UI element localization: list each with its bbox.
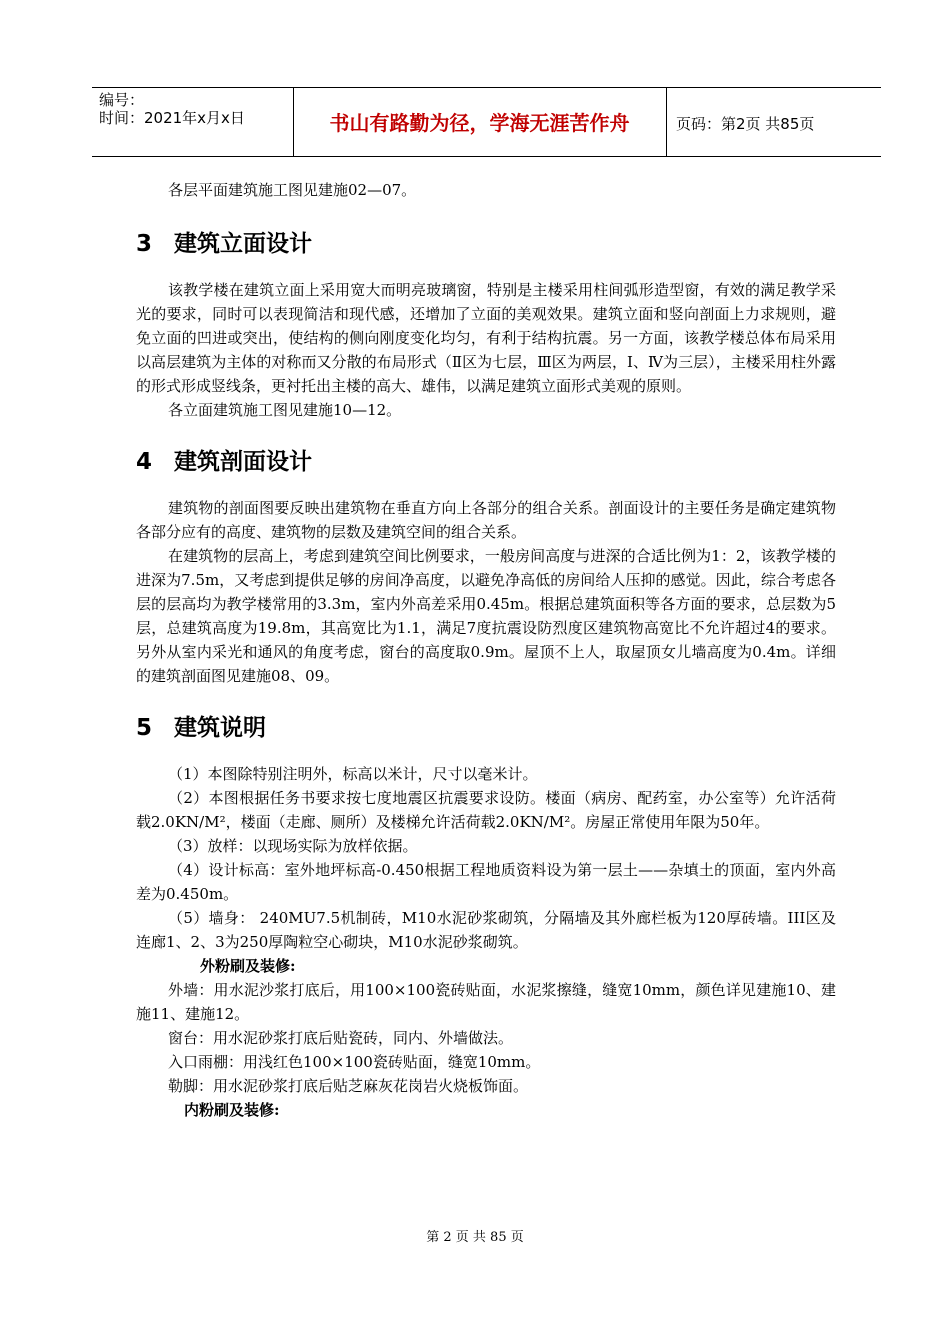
subheading-interior-finish: 内粉刷及装修: [184, 1101, 280, 1119]
header-info-cell [92, 88, 294, 156]
section-number: 4 [136, 449, 153, 475]
list-item: （1）本图除特别注明外，标高以米计，尺寸以毫米计。 [168, 765, 538, 783]
subheading-exterior-finish: 外粉刷及装修: [200, 957, 296, 975]
list-item: 外墙：用水泥沙浆打底后，用100×100瓷砖贴面，水泥浆擦缝，缝宽10mm，颜色详见建施10、建施11、建施12。 [136, 981, 836, 1023]
header-page-info: 页码：第2页 共85页 [676, 115, 815, 133]
document-header [92, 87, 881, 157]
document-time-label: 时间：2021年x月x日 [99, 109, 245, 127]
page-footer: 第 2 页 共 85 页 [426, 1230, 524, 1245]
document-number-label: 编号： [99, 91, 145, 109]
list-item: （3）放样：以现场实际为放样依据。 [168, 837, 418, 855]
list-item: 窗台：用水泥砂浆打底后贴瓷砖，同内、外墙做法。 [168, 1029, 514, 1047]
section-title: 建筑立面设计 [174, 231, 312, 257]
section-heading-5 [136, 698, 836, 758]
section-heading-4 [136, 432, 836, 492]
header-motto-cell [293, 88, 667, 156]
paragraph: 建筑物的剖面图要反映出建筑物在垂直方向上各部分的组合关系。剖面设计的主要任务是确定建筑物各部分应有的高度、建筑物的层数及建筑空间的组合关系。 [136, 499, 836, 541]
intro-paragraph: 各层平面建筑施工图见建施02—07。 [168, 181, 417, 199]
paragraph: 各立面建筑施工图见建施10—12。 [168, 401, 402, 419]
list-item: （4）设计标高：室外地坪标高-0.450根据工程地质资料设为第一层土——杂填土的顶面，室内外高差为0.450m。 [136, 861, 836, 903]
paragraph: 该教学楼在建筑立面上采用宽大而明亮玻璃窗，特别是主楼采用柱间弧形造型窗，有效的满足教学采光的要求，同时可以表现简洁和现代感，还增加了立面的美观效果。建筑立面和竖向剖面上力求规则，避免立面的凹进或突出，使结构的侧向刚度变化均匀，有利于结构抗震。另一方面，该教学楼总体布局采用以高层建筑为主体的对称而又分散的布局形式（Ⅱ区为七层，Ⅲ区为两层，Ⅰ、Ⅳ为三层），主楼采用柱外露的形式形成竖线条，更衬托出主楼的高大、雄伟，以满足建筑立面形式美观的原则。 [136, 281, 836, 395]
section-title: 建筑剖面设计 [174, 449, 312, 475]
list-item: （5）墙身： 240MU7.5机制砖，M10水泥砂浆砌筑，分隔墙及其外廊栏板为120厚砖墙。III区及连廊1、2、3为250厚陶粒空心砌块，M10水泥砂浆砌筑。 [136, 909, 836, 951]
section-number: 3 [136, 231, 153, 257]
list-item: 入口雨棚：用浅红色100×100瓷砖贴面，缝宽10mm。 [168, 1053, 541, 1071]
section-number: 5 [136, 715, 153, 741]
list-item: 勒脚：用水泥砂浆打底后贴芝麻灰花岗岩火烧板饰面。 [168, 1077, 529, 1095]
section-heading-3 [136, 214, 836, 274]
paragraph: 在建筑物的层高上，考虑到建筑空间比例要求，一般房间高度与进深的合适比例为1：2，该教学楼的进深为7.5m，又考虑到提供足够的房间净高度，以避免净高低的房间给人压抑的感觉。因此，综合考虑各层的层高均为教学楼常用的3.3m，室内外高差采用0.45m。根据总建筑面积等各方面的要求，总层数为5层，总建筑高度为19.8m，其高宽比为1.1，满足7度抗震设防烈度区建筑物高宽比不允许超过4的要求。另外从室内采光和通风的角度考虑，窗台的高度取0.9m。屋顶不上人，取屋顶女儿墙高度为0.4m。详细的建筑剖面图见建施08、09。 [136, 547, 836, 685]
header-motto: 书山有路勤为径，学海无涯苦作舟 [329, 111, 630, 135]
document-body [136, 178, 836, 1122]
list-item: （2）本图根据任务书要求按七度地震区抗震要求设防。楼面（病房、配药室，办公室等）允许活荷载2.0KN/M²，楼面（走廊、厕所）及楼梯允许活荷载2.0KN/M²。房屋正常使用年限为50年。 [136, 789, 836, 831]
section-title: 建筑说明 [174, 715, 266, 741]
header-page-cell [667, 88, 881, 156]
